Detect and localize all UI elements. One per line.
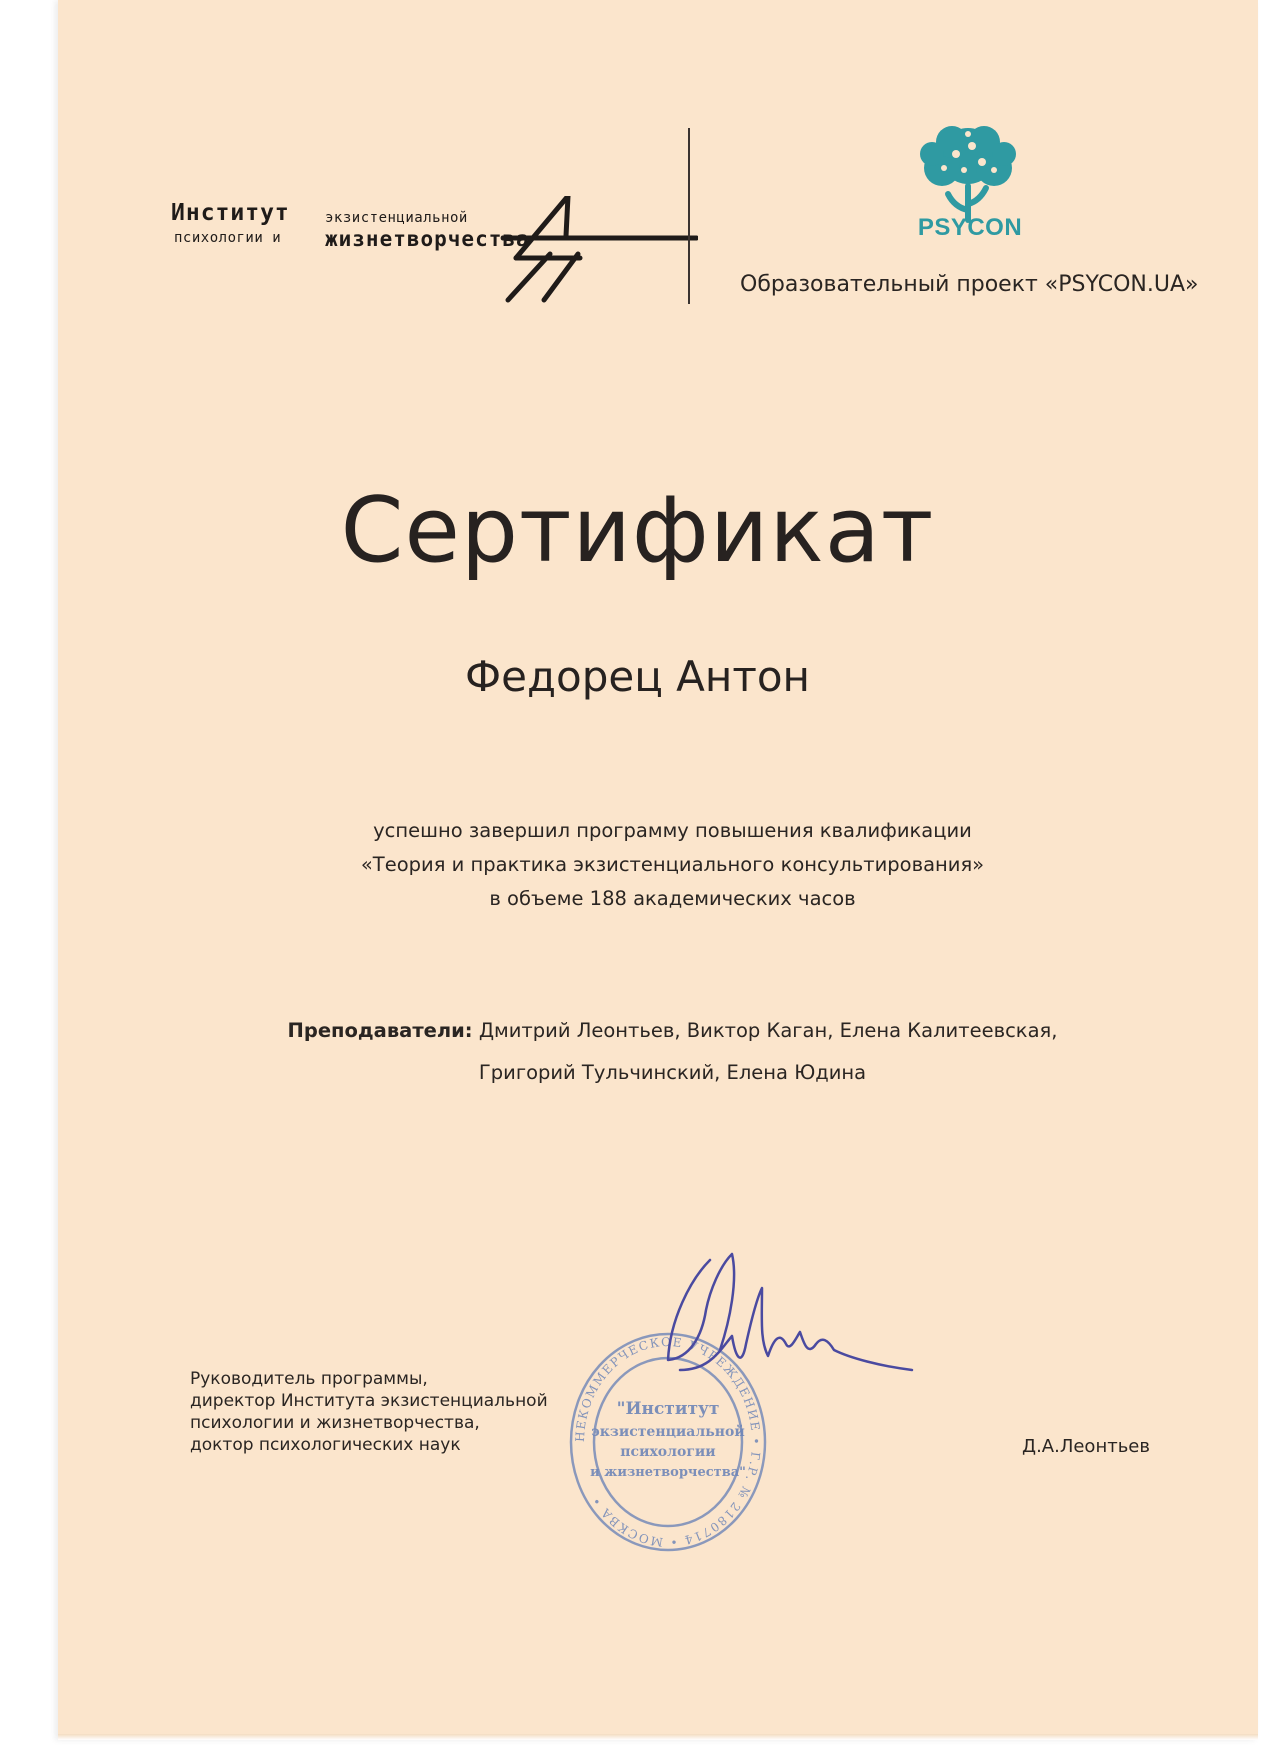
stamp-text-line: экзистенциальной [591,1424,745,1440]
signer-name: Д.А.Леонтьев [1022,1436,1150,1457]
institute-logo-word: жизнетворчества [325,227,530,251]
certificate-title: Сертификат [340,478,935,583]
certificate-body [0,814,1275,916]
psycon-wordmark: PSYCON [917,214,1023,241]
teachers-line [0,1010,1275,1052]
signer-title-line: доктор психологических наук [190,1435,461,1455]
institute-mark-icon [498,196,698,306]
institute-logo [168,196,688,306]
body-line: успешно завершил программу повышения квалификации [373,819,972,842]
signer-title [190,1368,610,1456]
signature-icon [650,1240,920,1390]
teachers-names: Дмитрий Леонтьев, Виктор Каган, Елена Калитеевская, [478,1019,1058,1042]
stamp-text-line: "Институт [616,1399,720,1419]
institute-logo-word: психологии и [174,230,282,246]
stamp-text-line: и жизнетворчества" [590,1465,746,1480]
teachers-line: Григорий Тульчинский, Елена Юдина [478,1061,867,1084]
teachers-block [0,1010,1275,1094]
header-divider [688,128,690,304]
project-label: Образовательный проект «PSYCON.UA» [740,272,1199,297]
body-line: «Теория и практика экзистенциального консультирования» [360,853,985,876]
institute-logo-word: экзистенциальной [325,210,468,226]
signer-title-line: Руководитель программы, [190,1369,428,1389]
stamp-text-line: психологии [620,1444,716,1460]
body-line: в объеме 188 академических часов [489,887,856,910]
institute-logo-word: Институт [171,200,290,226]
recipient-name: Федорец Антон [465,652,810,701]
signer-title-line: психологии и жизнетворчества, [190,1413,480,1433]
stamp-ring-text: НЕКОММЕРЧЕСКОЕ УЧРЕЖДЕНИЕ • Г.Р. № 2180714 • МОСКВА • [572,1334,764,1550]
signer-title-line: директор Института экзистенциальной [190,1391,548,1411]
teachers-label: Преподаватели: [287,1019,473,1042]
